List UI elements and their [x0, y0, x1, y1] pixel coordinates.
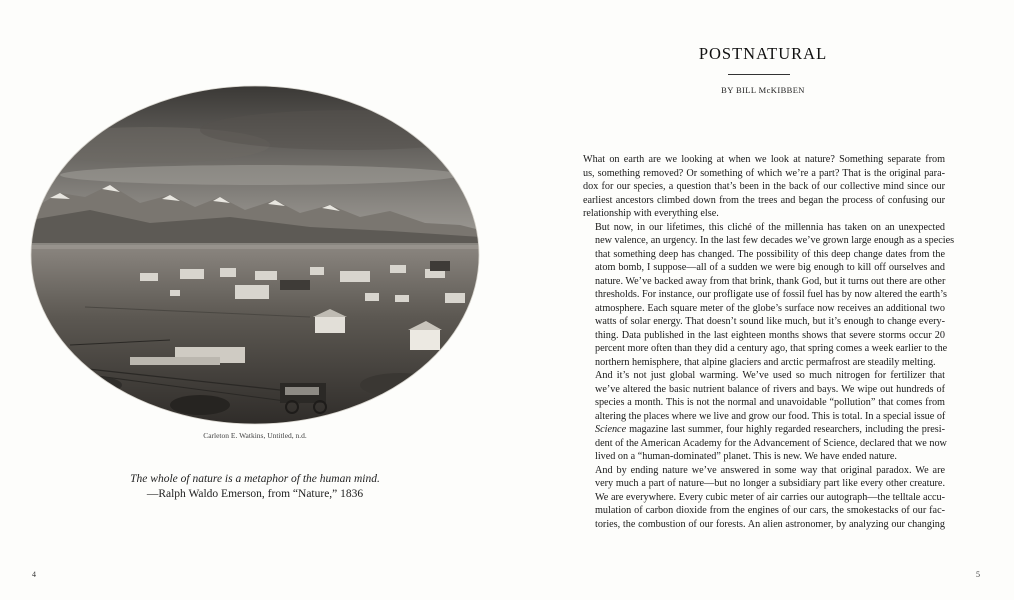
text-line — [583, 423, 945, 437]
paragraph-2 — [583, 221, 955, 370]
text-line: species a month. This is not the normal and unavoidable “pollution” that comes from — [595, 397, 945, 408]
text-line: atom bomb, I suppose—all of a sudden we were big enough to kill off ourselves and — [595, 262, 945, 273]
text-line: watts of solar energy. That doesn’t sound like much, but it’s enough to change every- — [595, 316, 945, 327]
text-line: What on earth are we looking at when we look at nature? Something separate from — [583, 154, 945, 165]
page-number-left: 4 — [32, 570, 36, 579]
text-line: mulation of carbon dioxide from the engines of our cars, the smokestacks of our fac- — [595, 505, 945, 516]
text-line: very much a part of nature—but no longer a subsidiary part like every other creature. — [595, 478, 945, 489]
text-line: atmosphere. Each square meter of the globe’s surface now receives an additional two — [595, 302, 945, 314]
photo-caption: Carleton E. Watkins, Untitled, n.d. — [203, 431, 307, 440]
article-title: POSTNATURAL — [698, 44, 828, 63]
article-body — [583, 153, 955, 531]
text-line: We are everywhere. Every cubic meter of air carries our autograph—the telltale accu- — [595, 491, 945, 503]
text-line: tories, the combustion of our forests. An alien astronomer, by analyzing our changing — [595, 518, 945, 530]
text-line: nature. We’ve backed away from that brink, thank God, but it turns out there are other — [595, 275, 946, 287]
paragraph-4 — [583, 464, 945, 532]
paragraph-3 — [583, 369, 945, 464]
text-line: dent of the American Academy for the Advancement of Science, declared that we now — [595, 437, 947, 449]
vintage-photograph — [30, 85, 480, 425]
text-line: thing. Data published in the last eighteen months shows that severe storms occur 20 — [595, 329, 945, 341]
text-line: relationship with everything else. — [583, 208, 719, 219]
text-line: that something deep has changed. The possibility of this deep change dates from the — [595, 248, 945, 260]
text-line: And it’s not just global warming. We’ve used so much nitrogen for fertilizer that — [595, 370, 945, 381]
text-line: percent more often than they did a century ago, that spring comes a week earlier to the — [595, 343, 948, 354]
epigraph-quote: The whole of nature is a metaphor of the human mind. — [130, 473, 380, 485]
text-line-rest: magazine last summer, four highly regarded researchers, including the presi- — [626, 424, 945, 435]
text-line: earliest ancestors climbed down from the trees and began the process of confusing our — [583, 194, 945, 206]
journal-title: Science — [595, 424, 627, 435]
text-line: altering the places where we live and grow our food. This is total. In a special issue of — [595, 410, 946, 422]
text-line: And by ending nature we’ve answered in some way that original paradox. We are — [595, 464, 945, 476]
text-line: northern hemisphere, that alpine glaciers and arctic permafrost are steadily melting. — [595, 356, 936, 368]
article-byline: BY BILL McKIBBEN — [721, 85, 805, 95]
epigraph — [30, 472, 480, 502]
text-line: dox for our species, a question that’s been in the back of our collective mind since our — [583, 181, 945, 192]
paragraph-1 — [583, 153, 945, 221]
page-number-right: 5 — [976, 570, 980, 579]
epigraph-attribution: —Ralph Waldo Emerson, from “Nature,” 1836 — [146, 488, 364, 500]
text-line: lived on a “human-dominated” planet. This is new. We have ended nature. — [595, 451, 897, 462]
text-line: we’ve altered the basic nutrient balance of rivers and bays. We wipe out hundreds of — [595, 383, 945, 395]
text-line: But now, in our lifetimes, this cliché of the millennia has taken on an unexpected — [595, 221, 945, 233]
text-line: new valence, an urgency. In the last few decades we’ve grown large enough as a species — [595, 235, 955, 246]
text-line: us, something removed? Or something of which we’re a part? That is the original para- — [583, 167, 945, 179]
title-rule — [728, 74, 790, 75]
text-line: thresholds. For instance, our profligate use of fossil fuel has by now altered the earth’s — [595, 289, 947, 300]
